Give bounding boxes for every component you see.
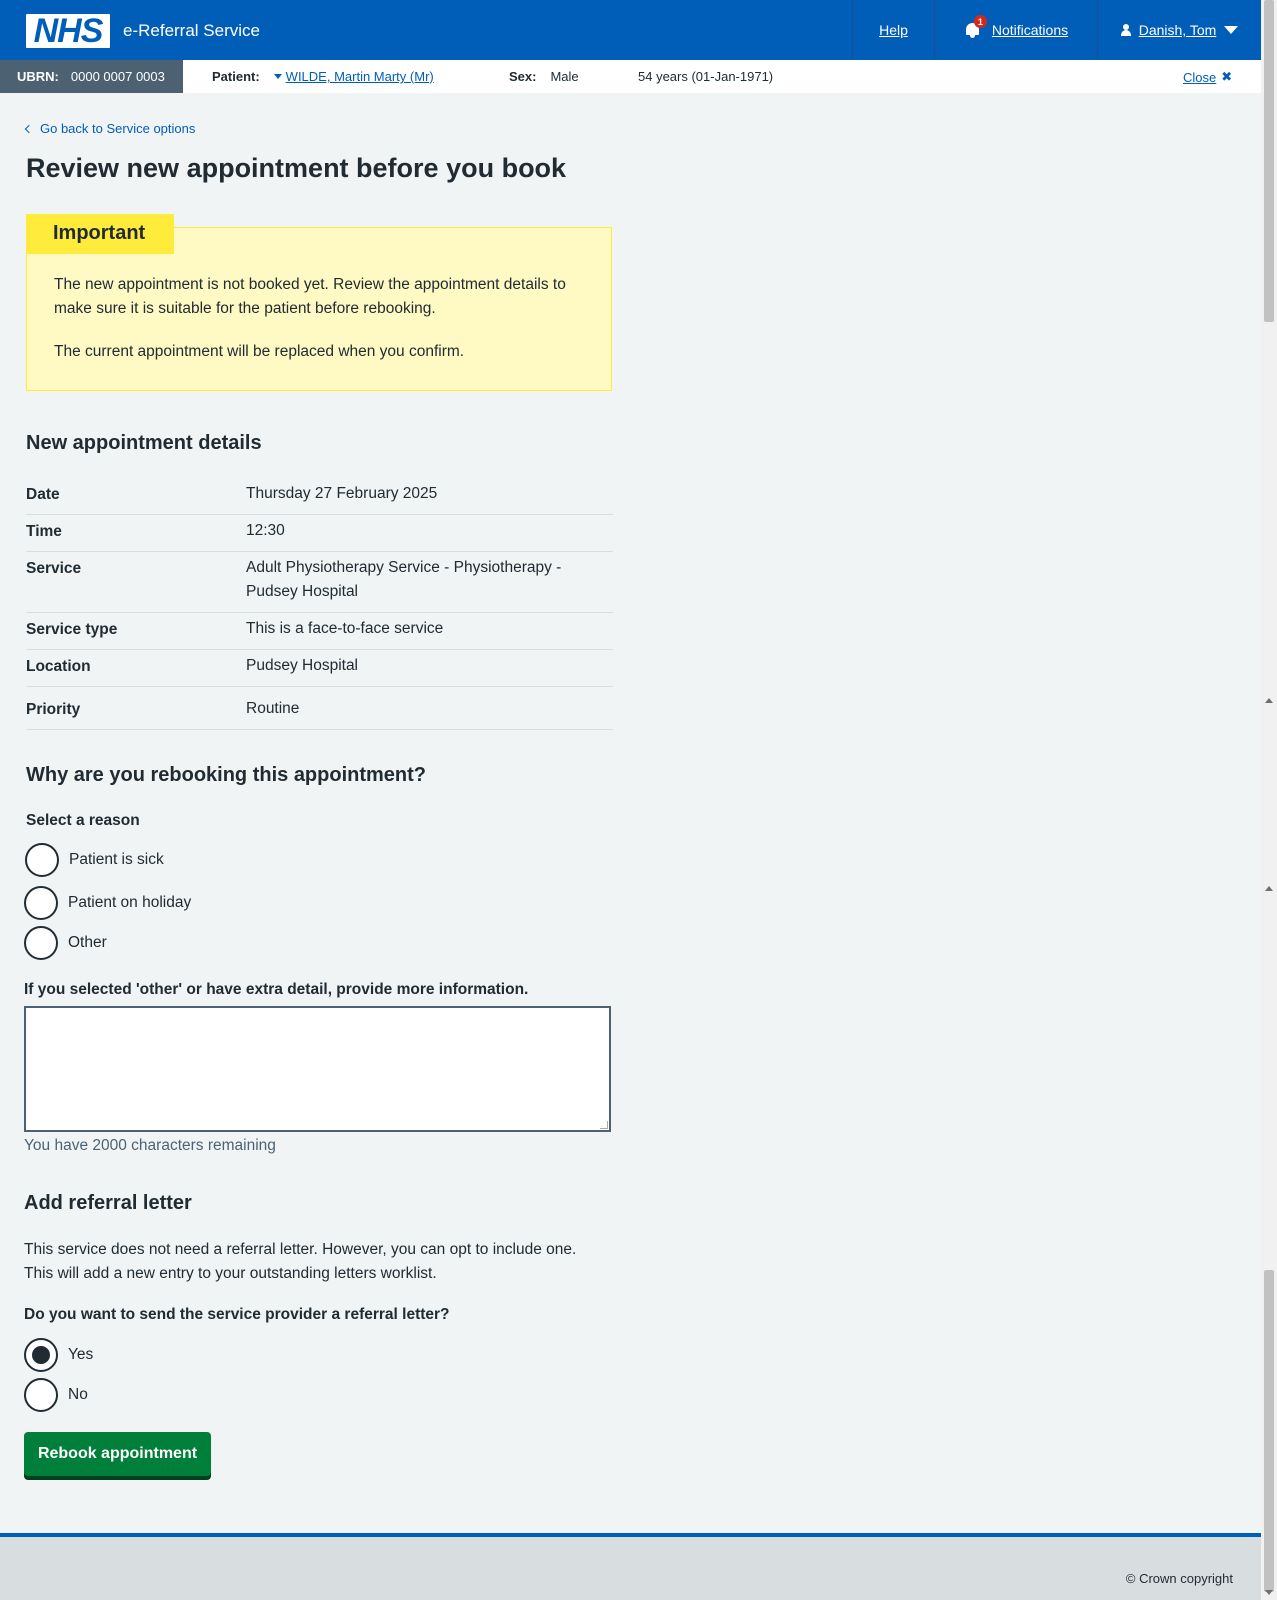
patient-age: 54 years (01-Jan-1971) — [638, 69, 774, 84]
summary-row-date — [26, 480, 613, 515]
radio-label: Patient on holiday — [68, 894, 192, 911]
summary-value: 12:30 — [246, 522, 285, 539]
scroll-up-arrow-icon[interactable] — [1265, 886, 1273, 891]
summary-row-location — [26, 650, 613, 687]
summary-value: Thursday 27 February 2025 — [246, 485, 438, 502]
radio-circle[interactable] — [24, 886, 58, 920]
back-link[interactable] — [26, 121, 195, 136]
page-scrollbar[interactable] — [1261, 0, 1277, 1600]
nhs-logo[interactable] — [26, 14, 110, 48]
ubrn-value: 0000 0007 0003 — [70, 69, 165, 84]
close-icon[interactable]: ✖ — [1221, 69, 1233, 84]
summary-value: Pudsey Hospital — [246, 657, 359, 674]
sex-label: Sex: — [509, 69, 537, 84]
characters-remaining-hint: You have 2000 characters remaining — [24, 1137, 276, 1154]
chevron-down-icon[interactable] — [1224, 26, 1238, 34]
important-text-2: The current appointment will be replaced when you confirm. — [54, 343, 465, 360]
referral-letter-heading: Add referral letter — [24, 1192, 192, 1214]
notifications-link[interactable]: Notifications — [991, 22, 1069, 38]
header-nav-help — [852, 0, 934, 60]
radio-circle[interactable] — [25, 843, 59, 877]
radio-label: Other — [68, 934, 107, 951]
important-text-1: The new appointment is not booked yet. Review the appointment details to make sure it is suitable for the patient before rebooking. — [54, 276, 566, 317]
chevron-left-icon — [25, 124, 33, 132]
ubrn-block — [0, 60, 183, 93]
user-icon — [1121, 24, 1131, 36]
select-reason-label: Select a reason — [26, 812, 140, 829]
details-heading: New appointment details — [26, 432, 262, 454]
referral-letter-question: Do you want to send the service provider a referral letter? — [24, 1306, 450, 1323]
radio-circle[interactable] — [24, 1378, 58, 1412]
patient-item — [212, 69, 434, 84]
referral-letter-text: This service does not need a referral letter. However, you can opt to include one. This will add a new entry to your outstanding letters worklist. — [24, 1241, 577, 1282]
radio-label: Yes — [68, 1346, 94, 1363]
scroll-up-arrow-icon[interactable] — [1265, 698, 1273, 703]
summary-row-priority — [26, 687, 613, 730]
header-nav-user — [1097, 0, 1261, 60]
radio-circle[interactable] — [24, 926, 58, 960]
patient-banner — [0, 60, 1261, 93]
rebook-appointment-button[interactable]: Rebook appointment — [24, 1432, 211, 1476]
age-item — [638, 69, 773, 84]
radio-other[interactable] — [24, 926, 107, 960]
summary-value: This is a face-to-face service — [246, 620, 444, 637]
sex-value: Male — [550, 69, 579, 84]
sex-item — [509, 69, 579, 84]
important-label: Important — [26, 214, 174, 254]
summary-row-service-type — [26, 613, 613, 650]
radio-circle-selected[interactable] — [24, 1338, 58, 1372]
radio-letter-yes[interactable] — [24, 1338, 93, 1372]
user-menu-link[interactable]: Danish, Tom — [1138, 22, 1217, 38]
radio-patient-sick[interactable] — [25, 843, 164, 877]
summary-value: Routine — [246, 700, 300, 717]
page-title: Review new appointment before you book — [26, 153, 567, 183]
summary-value: Adult Physiotherapy Service - Physiotherapy - Pudsey Hospital — [246, 559, 562, 600]
bell-icon[interactable] — [964, 16, 983, 39]
radio-selected-dot — [32, 1346, 50, 1364]
resize-handle-icon[interactable] — [600, 1121, 608, 1129]
nhs-logo-text: NHS — [33, 12, 103, 50]
summary-key: Priority — [26, 701, 81, 718]
summary-row-service — [26, 552, 613, 613]
summary-key: Service — [26, 560, 82, 577]
notification-count-badge: 1 — [974, 15, 987, 28]
close-link[interactable]: Close — [1183, 69, 1217, 85]
patient-label: Patient: — [212, 69, 260, 84]
summary-key: Date — [26, 486, 60, 503]
service-name: e-Referral Service — [123, 21, 260, 40]
help-link[interactable]: Help — [879, 22, 908, 38]
close-item — [1183, 69, 1232, 85]
scrollbar-thumb[interactable] — [1264, 0, 1274, 322]
back-link-label: Go back to Service options — [40, 121, 196, 136]
radio-label: Patient is sick — [69, 851, 164, 868]
summary-row-time — [26, 515, 613, 552]
radio-letter-no[interactable] — [24, 1378, 88, 1412]
more-info-label: If you selected 'other' or have extra detail, provide more information. — [24, 981, 529, 998]
summary-key: Location — [26, 658, 91, 675]
more-info-textarea[interactable] — [24, 1006, 611, 1132]
caret-down-icon[interactable] — [274, 74, 282, 79]
scroll-down-arrow-icon[interactable] — [1265, 1590, 1273, 1595]
radio-patient-holiday[interactable] — [24, 886, 191, 920]
site-footer — [0, 1533, 1261, 1600]
ubrn-label: UBRN: — [17, 69, 59, 84]
copyright-text: © Crown copyright — [1125, 1571, 1233, 1586]
summary-key: Service type — [26, 621, 118, 638]
site-header — [0, 0, 1261, 60]
radio-label: No — [68, 1386, 88, 1403]
patient-name-link[interactable]: WILDE, Martin Marty (Mr) — [285, 69, 434, 84]
rebook-heading: Why are you rebooking this appointment? — [26, 764, 427, 786]
scrollbar-thumb-lower[interactable] — [1264, 1270, 1274, 1592]
summary-key: Time — [26, 523, 62, 540]
header-nav-notifications — [934, 0, 1097, 60]
